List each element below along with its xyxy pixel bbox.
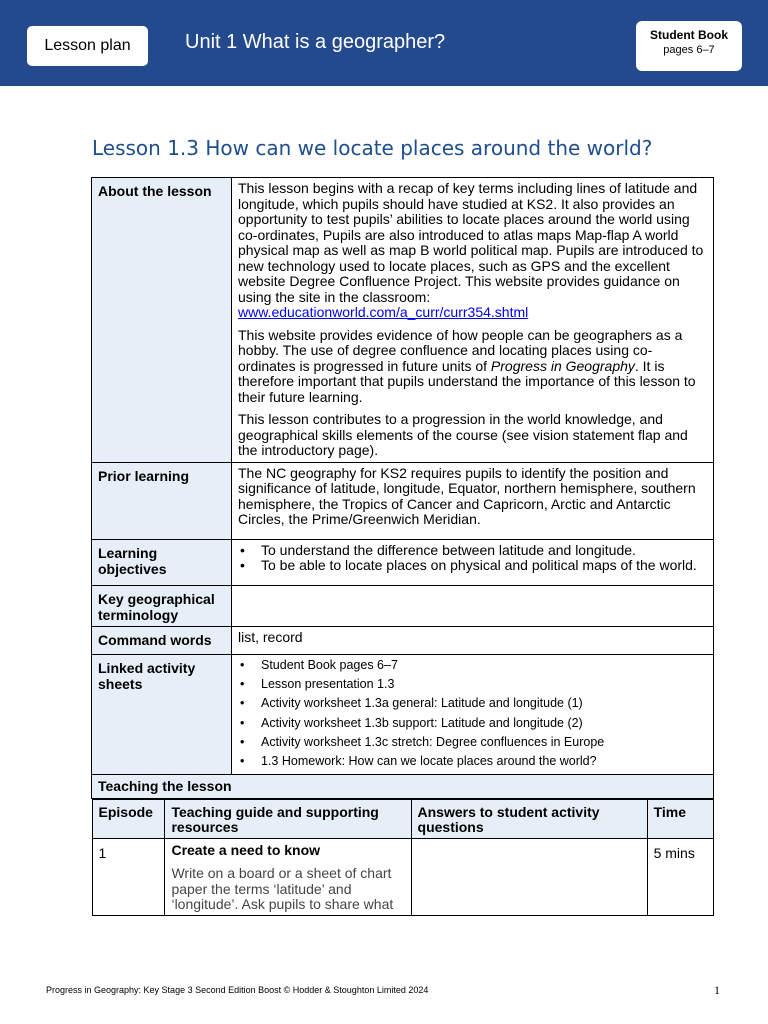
linked-sheet-item: • Student Book pages 6–7 [238,656,707,675]
prior-learning-text: The NC geography for KS2 requires pupils to identify the position and significance of latitude, longitude, Equator, northern hemisphere, southern hemisphere, the Tropics of Cancer and Capricorn, Arctic and Antarctic Circles, the Prime/Greenwich Meridian. [232,462,714,539]
about-text-2b: . It is therefore important that pupils understand the importance of this lesson to their future learning. [238,357,696,405]
unit-title: Unit 1 What is a geographer? [185,31,446,53]
about-paragraph-3: This lesson contributes to a progression in the world knowledge, and geographical skills elements of the course (see vision statement flap and the introductory page). [238,411,688,458]
answers-cell [411,838,647,915]
objectives-row [92,539,714,585]
teaching-table-row [92,798,714,916]
episode-header: Episode [92,799,165,838]
table-row [92,838,713,915]
objectives-content [232,539,714,585]
about-row [92,178,714,463]
answers-header: Answers to student activity questions [411,799,647,838]
terminology-value [232,585,714,626]
prior-learning-label: Prior learning [92,462,232,539]
header-banner [0,0,768,86]
teaching-table-cell [92,798,714,916]
terminology-label: Key geographical terminology [92,585,232,626]
linked-sheet-item: • Activity worksheet 1.3b support: Latitude and longitude (2) [238,714,707,733]
objective-item: • To be able to locate places on physical and political maps of the world. [238,558,707,574]
lesson-title: Lesson 1.3 How can we locate places around the world? [92,136,653,160]
linked-sheet-item: • 1.3 Homework: How can we locate places around the world? [238,752,707,771]
lesson-plan-badge: Lesson plan [27,26,148,66]
teaching-section-row [92,775,714,799]
linked-sheets-list [238,656,707,771]
education-world-link[interactable]: www.educationworld.com/a_curr/curr354.shtml [238,304,529,320]
student-book-badge [636,21,742,71]
objectives-label: Learning objectives [92,539,232,585]
about-label: About the lesson [92,178,232,463]
prior-learning-row [92,462,714,539]
linked-sheets-content [232,655,714,775]
linked-sheet-item: • Lesson presentation 1.3 [238,675,707,694]
guide-header: Teaching guide and supporting resources [165,799,411,838]
terminology-row [92,585,714,626]
student-book-label: Student Book [650,28,728,42]
lesson-plan-table [91,177,714,916]
teaching-section-heading: Teaching the lesson [92,775,714,799]
command-words-label: Command words [92,626,232,655]
objectives-list [238,543,707,574]
objective-item: • To understand the difference between latitude and longitude. [238,543,707,559]
guide-cell [165,838,411,915]
teaching-table [92,799,714,916]
linked-sheet-item: • Activity worksheet 1.3a general: Latitude and longitude (1) [238,694,707,713]
linked-sheets-row [92,655,714,775]
time-header: Time [647,799,713,838]
footer-copyright: Progress in Geography: Key Stage 3 Second Edition Boost © Hodder & Stoughton Limited 2024 [46,985,429,995]
about-paragraph-2 [238,328,707,406]
page-number: 1 [714,983,720,997]
about-text-1: This lesson begins with a recap of key terms including lines of latitude and longitude, which pupils should have studied at KS2. It also provides an opportunity to test pupils’ abilities to locate places around the world using co-ordinates, Pupils are also introduced to atlas maps Map-flap A world physical map as well as map B world political map. Pupils are introduced to new technology used to locate places, such as GPS and the excellent website Degree Confluence Project. This website provides guidance on using the site in the classroom: [238,180,704,305]
about-paragraph-1 [238,181,707,321]
episode-number: 1 [92,838,165,915]
teaching-header-row [92,799,713,838]
student-book-pages: pages 6–7 [663,44,715,56]
linked-sheet-item: • Activity worksheet 1.3c stretch: Degree confluences in Europe [238,733,707,752]
guide-title: Create a need to know [171,841,321,858]
command-words-value: list, record [232,626,714,655]
time-cell: 5 mins [647,838,713,915]
guide-text: Write on a board or a sheet of chart paper the terms ‘latitude’ and ‘longitude’. Ask pupils to share what [171,865,394,913]
about-text-2a: This website provides evidence of how people can be geographers as a hobby. The use of degree confluence and locating places using co-ordinates is progressed in future units of [238,326,683,374]
about-text-2-italic: Progress in Geography [490,357,635,374]
linked-sheets-label: Linked activity sheets [92,655,232,775]
command-words-row [92,626,714,655]
about-content [232,178,714,463]
